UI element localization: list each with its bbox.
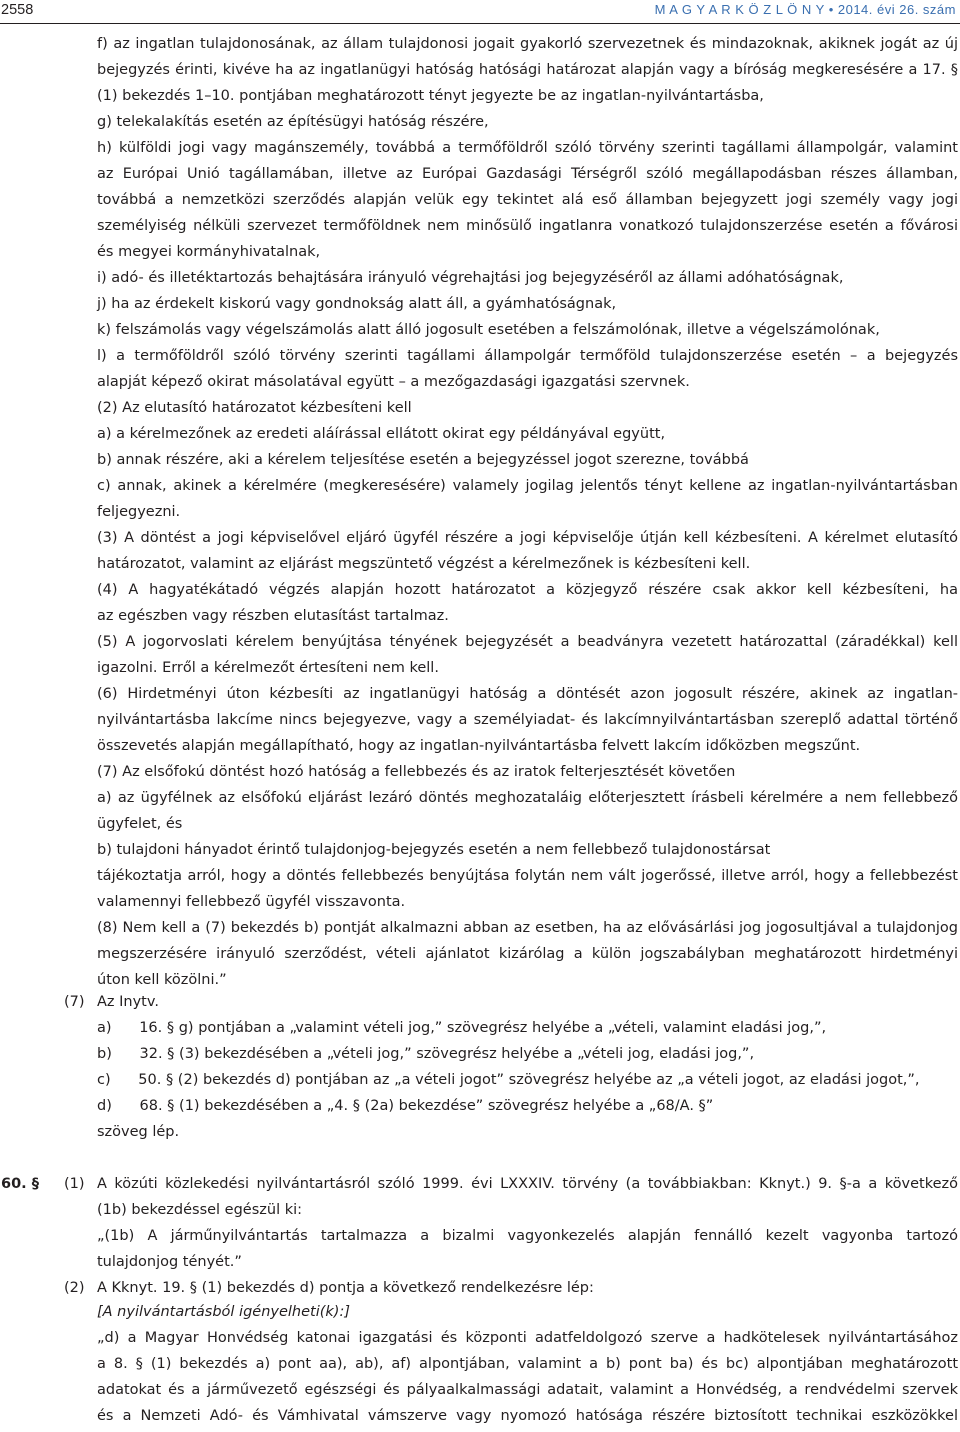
text-line: a) az ügyfélnek az elsőfokú eljárást lezáró döntés meghozataláig előterjesztett írásbeli kérelmére a nem fellebbező [97,790,958,806]
text-line: személyiség nélküli szervezet termőföldnek nem minősülő ingatlanra vonatkozó tulajdonszerzése esetén a fővárosi [97,218,958,234]
paragraph-number: (2) [64,1280,85,1296]
text-line: „(1b) A járműnyilvántartás tartalmazza a bizalmi vagyonkezelés alapján fennálló kezelt vagyonba tartozó [97,1228,958,1244]
text-line: a 8. § (1) bekezdés a) pont aa), ab), af) alpontjában, valamint a b) pont ba) és bc) alpontjában meghatározott [97,1356,958,1372]
text-line: határozatot, valamint az eljárást megszüntető végzést a kérelmezőnek is kézbesíteni kell. [97,556,751,572]
text-line: a) a kérelmezőnek az eredeti aláírással ellátott okirat egy példányával együtt, [97,426,666,442]
text-line: f) az ingatlan tulajdonosának, az állam tulajdonosi jogait gyakorló szervezetnek és mindazoknak, akiknek jogát az új [97,36,958,52]
text-line: c) annak, akinek a kérelmére (megkeresésére) valamely jogilag jelentős tényt kellene az ingatlan-nyilvántartásban [97,478,958,494]
text-line: (7) Az elsőfokú döntést hozó hatóság a fellebbezés és az iratok felterjesztését követően [97,764,736,780]
text-line: és a Nemzeti Adó- és Vámhivatal vámszerve vagy nyomozó hatósága részére biztosított technikai eszközökkel [97,1408,958,1424]
text-line: alapját képező okirat másolatával együtt – a mezőgazdasági igazgatási szervnek. [97,374,690,390]
text-line: h) külföldi jogi vagy magánszemély, továbbá a termőföldről szóló törvény szerinti tagállami állampolgár, valamint [97,140,958,156]
text-line: adatokat és a járművezető egészségi és pályaalkalmassági adatait, valamint a Honvédség, a rendvédelmi szervek [97,1382,958,1398]
text-line: tulajdonjog tényét.” [97,1254,242,1270]
text-line: igazolni. Erről a kérelmezőt értesíteni nem kell. [97,660,439,676]
text-line: valamennyi fellebbező ügyfél visszavonta. [97,894,406,910]
paragraph-number: (7) [64,994,85,1010]
text-line: ügyfelet, és [97,816,183,832]
text-line: bejegyzés érinti, kivéve ha az ingatlanügyi hatóság hatósági határozat alapján vagy a bíróság megkeresésére a 17. § [97,62,958,78]
text-line: (3) A döntést a jogi képviselővel eljáró ügyfél részére a jogi képviselője útján kell kézbesíteni. A kérelmet elutasító [97,530,958,546]
text-line: nyilvántartásba lakcíme nincs bejegyezve, vagy a személyiadat- és lakcímnyilvántartásban szereplő adattal történő [97,712,958,728]
text-line: (1) bekezdés 1–10. pontjában meghatározott tényt jegyezte be az ingatlan-nyilvántartásba, [97,88,764,104]
page-number: 2558 [1,2,34,18]
text-line: (5) A jogorvoslati kérelem benyújtása tényének bejegyzését a beadványra vezetett határozattal (záradékkal) kell [97,634,958,650]
text-line: b) annak részére, aki a kérelem teljesítése esetén a bejegyzéssel jogot szerezne, továbbá [97,452,749,468]
text-line: j) ha az érdekelt kiskorú vagy gondnokság alatt áll, a gyámhatóságnak, [97,296,617,312]
text-line: (8) Nem kell a (7) bekezdés b) pontját alkalmazni abban az esetben, ha az elővásárlási jog jogosultjával a tulajdonjog [97,920,958,936]
section-number: 60. § [1,1176,39,1192]
text-line: A Kknyt. 19. § (1) bekezdés d) pontja a következő rendelkezésre lép: [97,1280,594,1296]
text-line: (2) Az elutasító határozatot kézbesíteni kell [97,400,412,416]
text-line: [A nyilvántartásból igényelheti(k):] [97,1304,350,1320]
paragraph-number: (1) [64,1176,85,1192]
text-line: b) tulajdoni hányadot érintő tulajdonjog-bejegyzés esetén a nem fellebbező tulajdonostársat [97,842,771,858]
text-line: úton kell közölni.” [97,972,227,988]
text-line: feljegyezni. [97,504,181,520]
text-line: c) 50. § (2) bekezdés d) pontjában az „a vételi jogot” szövegrész helyébe az „a vételi jogot, az eladási jogot,”, [97,1072,920,1088]
text-line: g) telekalakítás esetén az építésügyi hatóság részére, [97,114,489,130]
running-head: M A G Y A R K Ö Z L Ö N Y • 2014. évi 26. szám [654,2,956,17]
text-line: k) felszámolás vagy végelszámolás alatt álló jogosult esetében a felszámolónak, illetve a végelszámolónak, [97,322,880,338]
text-line: összevetés alapján megállapítható, hogy az ingatlan-nyilvántartásba felvett lakcím időközben megszűnt. [97,738,861,754]
text-line: és megyei kormányhivatalnak, [97,244,321,260]
text-line: (4) A hagyatékátadó végzés alapján hozott határozatot a közjegyző részére csak akkor kell kézbesíteni, ha [97,582,958,598]
text-line: „d) a Magyar Honvédség katonai igazgatási és központi adatfeldolgozó szerve a hadkötelesek nyilvántartásához [97,1330,958,1346]
header-rule [0,23,960,24]
text-line: l) a termőföldről szóló törvény szerinti tagállami állampolgár termőföld tulajdonszerzése esetén – a bejegyzés [97,348,958,364]
text-line: megszerzésére irányuló szerződést, vételi ajánlatot kizárólag a külön jogszabályban meghatározott hirdetményi [97,946,958,962]
text-line: tájékoztatja arról, hogy a döntés fellebbezés benyújtása folytán nem vált jogerőssé, illetve arról, hogy a fellebbezést [97,868,958,884]
text-line: a) 16. § g) pontjában a „valamint vételi jog,” szövegrész helyébe a „vételi, valamint eladási jog,”, [97,1020,827,1036]
text-line: Az Inytv. [97,994,159,1010]
text-line: továbbá a nemzetközi szerződés alapján velük egy tekintet alá eső államban bejegyzett jogi személy vagy jogi [97,192,958,208]
page-header [0,0,960,22]
text-line: (6) Hirdetményi úton kézbesíti az ingatlanügyi hatóság a döntését azon jogosult részére, akinek az ingatlan- [97,686,958,702]
text-line: szöveg lép. [97,1124,180,1140]
text-line: az egészben vagy részben elutasítást tartalmaz. [97,608,449,624]
text-line: i) adó- és illetéktartozás behajtására irányuló végrehajtási jog bejegyzéséről az állami adóhatóságnak, [97,270,844,286]
text-line: d) 68. § (1) bekezdésében a „4. § (2a) bekezdése” szövegrész helyébe a „68/A. §” [97,1098,714,1114]
text-line: (1b) bekezdéssel egészül ki: [97,1202,303,1218]
text-line: A közúti közlekedési nyilvántartásról szóló 1999. évi LXXXIV. törvény (a továbbiakban: Kknyt.) 9. §-a a következő [97,1176,958,1192]
text-line: az Európai Unió tagállamában, illetve az Európai Gazdasági Térségről szóló megállapodásban részes államban, [97,166,958,182]
text-line: b) 32. § (3) bekezdésében a „vételi jog,” szövegrész helyébe a „vételi jog, eladási jog,”, [97,1046,755,1062]
